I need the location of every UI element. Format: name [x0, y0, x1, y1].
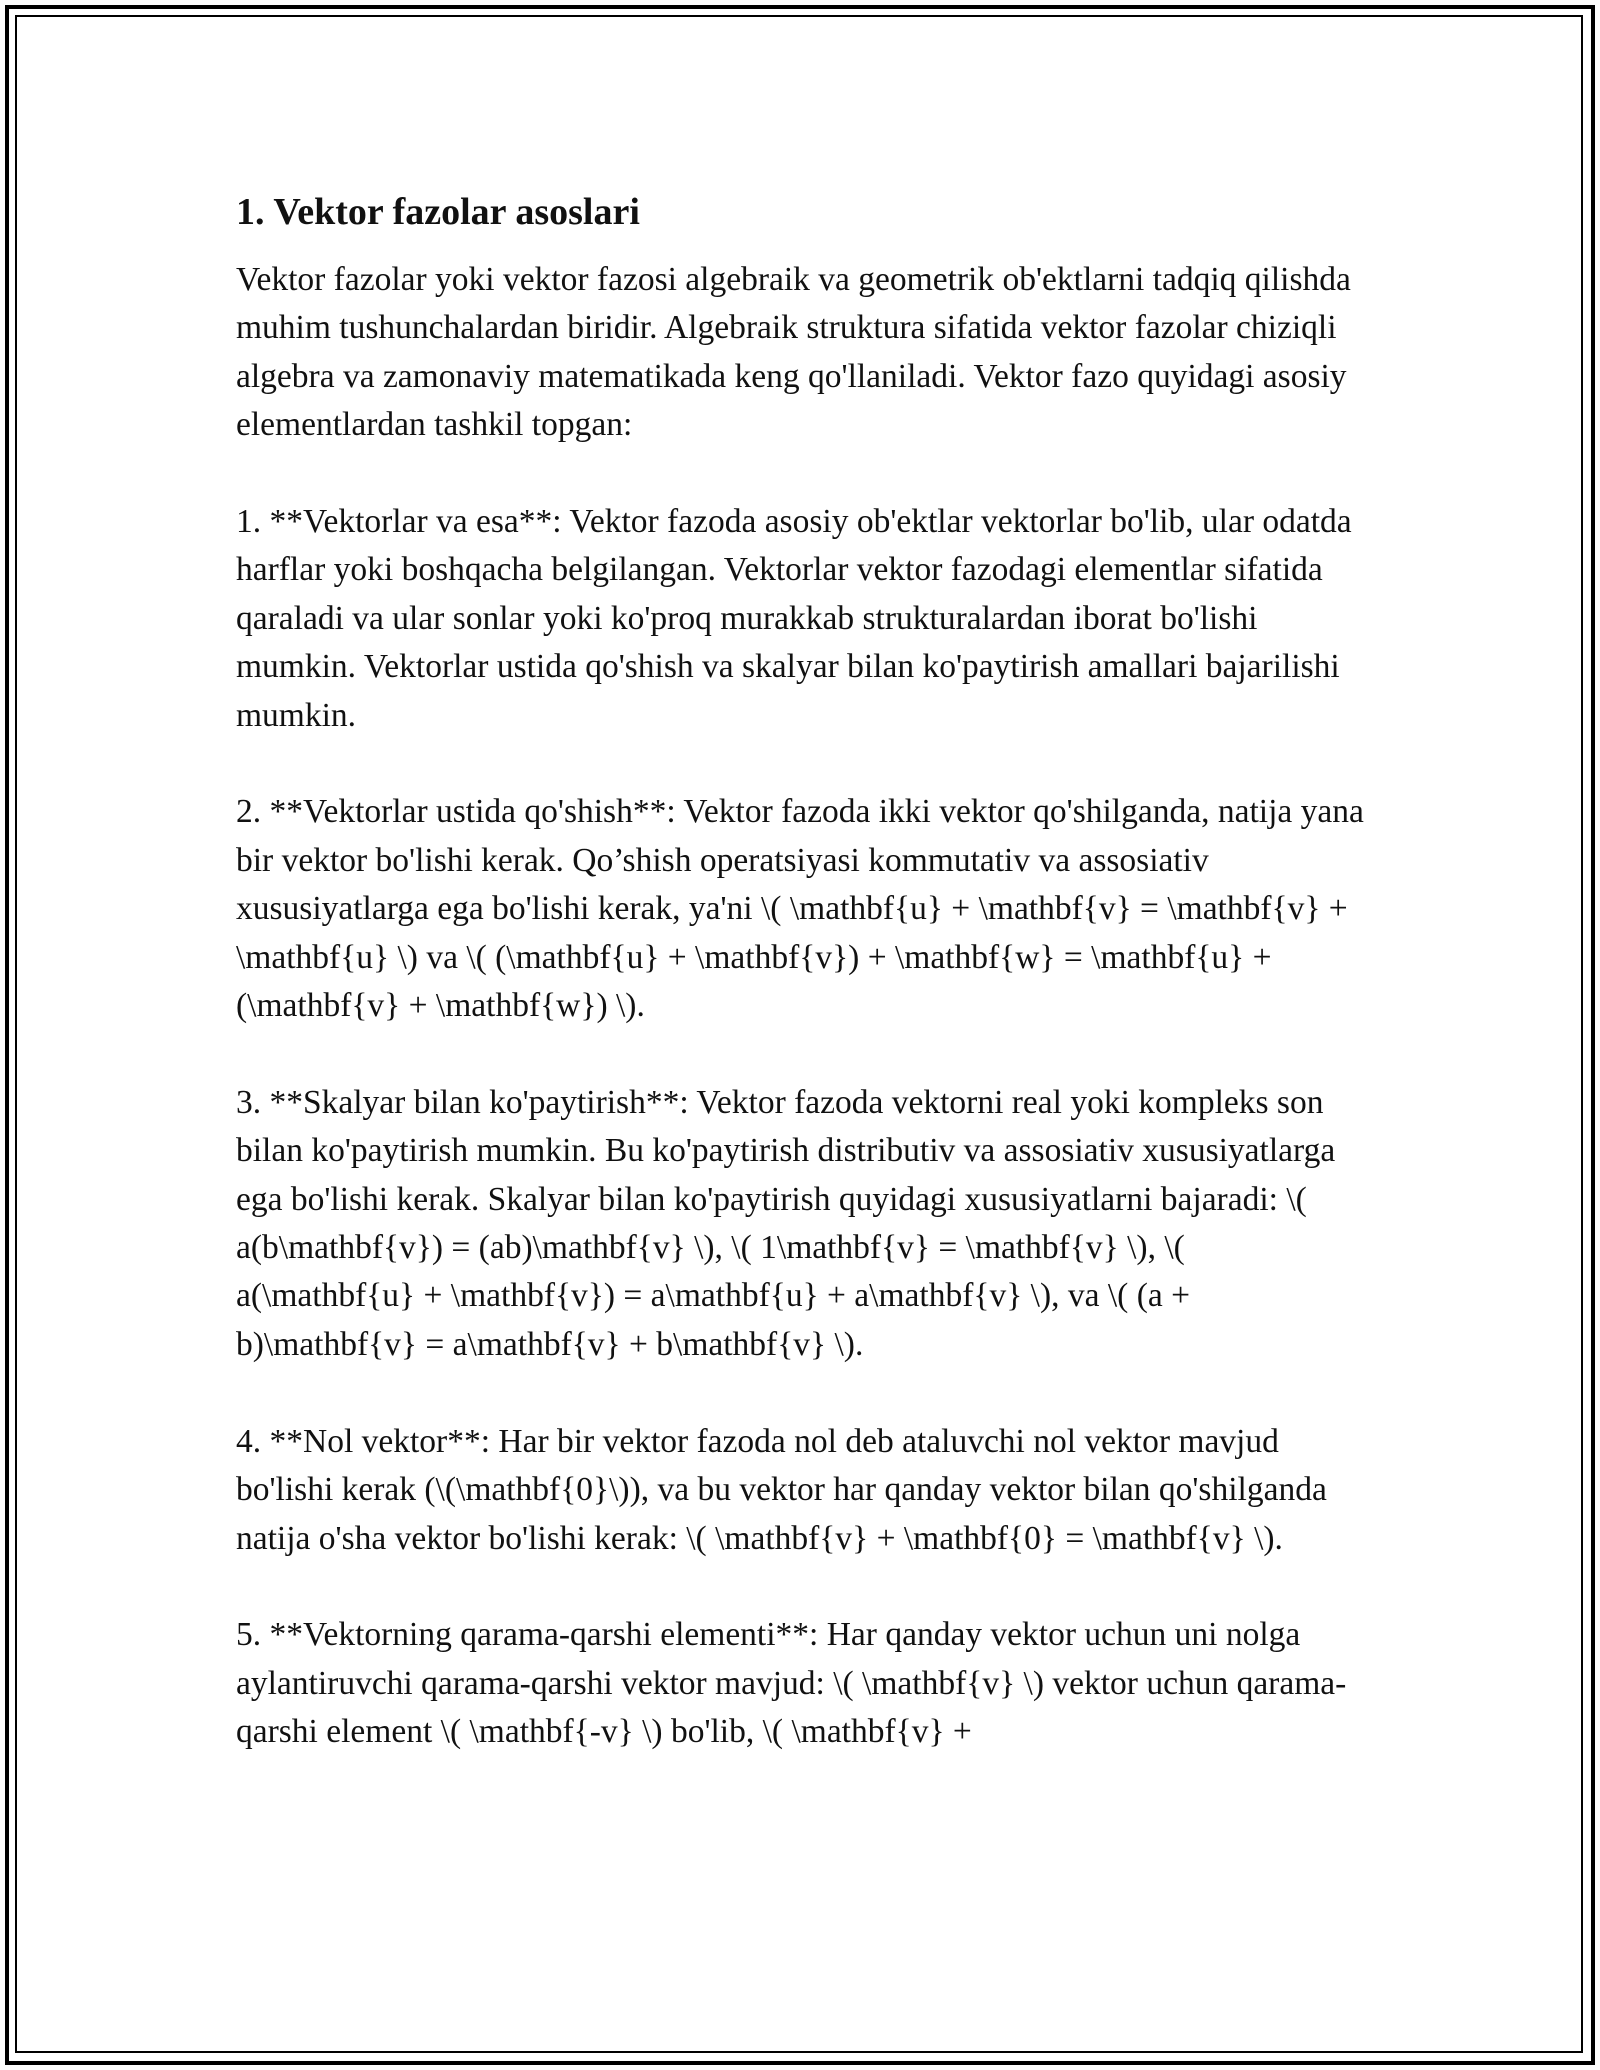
section-heading: 1. Vektor fazolar asoslari — [236, 191, 640, 233]
list-item-vectors: 1. **Vektorlar va esa**: Vektor fazoda asosiy ob'ektlar vektorlar bo'lib, ular odatda harflar yoki boshqacha belgilangan. Vektorlar vektor fazodagi elementlar sifatida qaraladi va ular sonlar yoki ko'proq murakkab strukturalardan iborat bo'lishi mumkin. Vektorlar ustida qo'shish va skalyar bilan ko'paytirish amallari bajarilishi mumkin. — [236, 503, 1352, 734]
list-item-zero-vector: 4. **Nol vektor**: Har bir vektor fazoda nol deb ataluvchi nol vektor mavjud bo'lishi kerak (\(\mathbf{0}\)), va bu vektor har qanday vektor bilan qo'shilganda natija o'sha vektor bo'lishi kerak: \( \mathbf{v} + \mathbf{0} = \mathbf{v} \). — [236, 1422, 1327, 1557]
intro-paragraph: Vektor fazolar yoki vektor fazosi algebraik va geometrik ob'ektlarni tadqiq qilishda muhim tushunchalardan biridir. Algebraik struktura sifatida vektor fazolar chiziqli algebra va zamonaviy matematikada keng qo'llaniladi. Vektor fazo quyidagi asosiy elementlardan tashkil topgan: — [236, 261, 1351, 444]
list-item-additive-inverse: 5. **Vektorning qarama-qarshi elementi**: Har qanday vektor uchun uni nolga aylantiruvchi qarama-qarshi vektor mavjud: \( \mathbf{v} \) vektor uchun qarama-qarshi element \( \mathbf{-v} \) bo'lib, \( \mathbf{v} + — [236, 1616, 1347, 1751]
document-body — [236, 188, 1366, 1757]
list-item-addition: 2. **Vektorlar ustida qo'shish**: Vektor fazoda ikki vektor qo'shilganda, natija yana bir vektor bo'lishi kerak. Qo’shish operatsiyasi kommutativ va assosiativ xususiyatlarga ega bo'lishi kerak, ya'ni \( \mathbf{u} + \mathbf{v} = \mathbf{v} + \mathbf{u} \) va \( (\mathbf{u} + \mathbf{v}) + \mathbf{w} = \mathbf{u} + (\mathbf{v} + \mathbf{w}) \). — [236, 793, 1364, 1025]
list-item-scalar-multiplication: 3. **Skalyar bilan ko'paytirish**: Vektor fazoda vektorni real yoki kompleks son bilan ko'paytirish mumkin. Bu ko'paytirish distributiv va assosiativ xususiyatlarga ega bo'lishi kerak. Skalyar bilan ko'paytirish quyidagi xususiyatlarni bajaradi: \( a(b\mathbf{v}) = (ab)\mathbf{v} \), \( 1\mathbf{v} = \mathbf{v} \), \( a(\mathbf{u} + \mathbf{v}) = a\mathbf{u} + a\mathbf{v} \), va \( (a + b)\mathbf{v} = a\mathbf{v} + b\mathbf{v} \). — [236, 1083, 1336, 1363]
